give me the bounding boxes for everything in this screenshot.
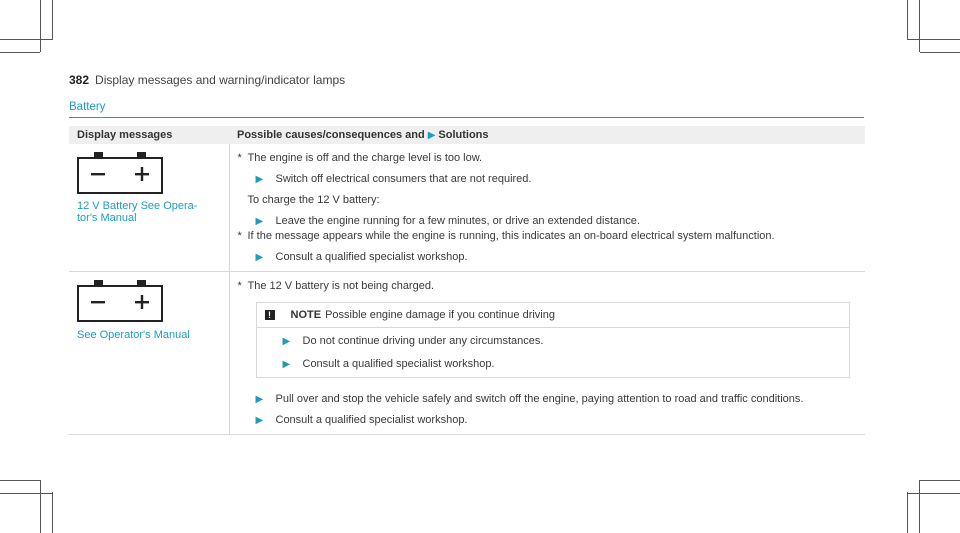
table-row [69, 144, 865, 272]
action-text: Leave the engine running for a few minutes, or drive an extended distance. [275, 215, 640, 227]
display-message-cell [69, 144, 229, 272]
arrow-icon: ▶ [255, 394, 264, 405]
crop-mark [919, 480, 920, 533]
crop-mark [0, 52, 40, 53]
crop-mark [920, 480, 960, 481]
note-box [256, 302, 851, 378]
causes-solutions-cell [229, 272, 865, 435]
bullet-star: * [237, 230, 242, 242]
arrow-icon: ▶ [255, 415, 264, 426]
action-text: Consult a qualified specialist workshop. [302, 358, 495, 370]
action-text: Consult a qualified specialist workshop. [275, 251, 468, 263]
col-header-display-messages: Display messages [69, 126, 229, 144]
note-divider [257, 327, 850, 328]
crop-mark [908, 493, 960, 494]
display-message-cell [69, 272, 229, 435]
crop-mark [908, 39, 960, 40]
action-item [256, 214, 858, 229]
cause-text: If the message appears while the engine is running, this indicates an on-board electrical system malfunction. [247, 230, 775, 242]
action-item [256, 392, 858, 407]
crop-mark [907, 492, 908, 533]
arrow-icon: ▶ [255, 252, 264, 263]
note-action-item [283, 334, 842, 349]
col-header-solutions-text: Solutions [438, 129, 489, 141]
cause-text: The 12 V battery is not being charged. [247, 280, 435, 292]
cause-item [238, 151, 858, 166]
crop-mark [0, 480, 40, 481]
crop-mark [907, 0, 908, 40]
info-text-content: To charge the 12 V battery: [247, 194, 380, 206]
battery-icon [77, 151, 163, 194]
col-header-causes [229, 126, 865, 144]
warning-icon: ! [265, 310, 275, 320]
page-header [69, 73, 345, 87]
note-action-item [283, 357, 842, 372]
crop-mark [40, 480, 41, 533]
arrow-icon: ▶ [255, 174, 264, 185]
note-label: NOTE [290, 309, 322, 321]
table-row [69, 272, 865, 435]
note-header [265, 309, 842, 321]
col-header-causes-text: Possible causes/consequences and [237, 129, 425, 141]
arrow-icon: ▶ [282, 336, 291, 347]
arrow-icon: ▶ [427, 130, 436, 141]
crop-mark [920, 52, 960, 53]
crop-mark [40, 0, 41, 52]
crop-mark [0, 493, 52, 494]
display-message-text: See Operator's Manual [77, 329, 190, 341]
note-text: Possible engine damage if you continue driving [325, 309, 555, 321]
crop-mark [0, 39, 52, 40]
cause-text: The engine is off and the charge level is too low. [247, 152, 483, 164]
crop-mark [52, 0, 53, 40]
display-message-text: 12 V Battery See Opera-tor's Manual [77, 200, 198, 224]
crop-mark [919, 0, 920, 52]
arrow-icon: ▶ [255, 216, 264, 227]
action-item [256, 172, 858, 187]
page-number: 382 [69, 73, 90, 87]
action-text: Switch off electrical consumers that are not required. [275, 173, 532, 185]
arrow-icon: ▶ [282, 359, 291, 370]
crop-mark [52, 492, 53, 533]
action-text: Consult a qualified specialist workshop. [275, 414, 468, 426]
table-header-row [69, 126, 865, 144]
bullet-star: * [237, 152, 242, 164]
action-text: Pull over and stop the vehicle safely and switch off the engine, paying attention to road and traffic conditions. [275, 393, 804, 405]
cause-item [238, 229, 858, 244]
section-divider [69, 117, 864, 118]
page-header-title: Display messages and warning/indicator lamps [95, 73, 346, 87]
display-messages-table [69, 126, 865, 435]
action-text: Do not continue driving under any circumstances. [302, 335, 544, 347]
battery-icon [77, 279, 163, 322]
causes-solutions-cell [229, 144, 865, 272]
bullet-star: * [237, 280, 242, 292]
action-item [256, 413, 858, 428]
action-item [256, 250, 858, 265]
cause-item [238, 279, 858, 294]
info-text [248, 193, 858, 208]
section-title: Battery [69, 101, 106, 113]
